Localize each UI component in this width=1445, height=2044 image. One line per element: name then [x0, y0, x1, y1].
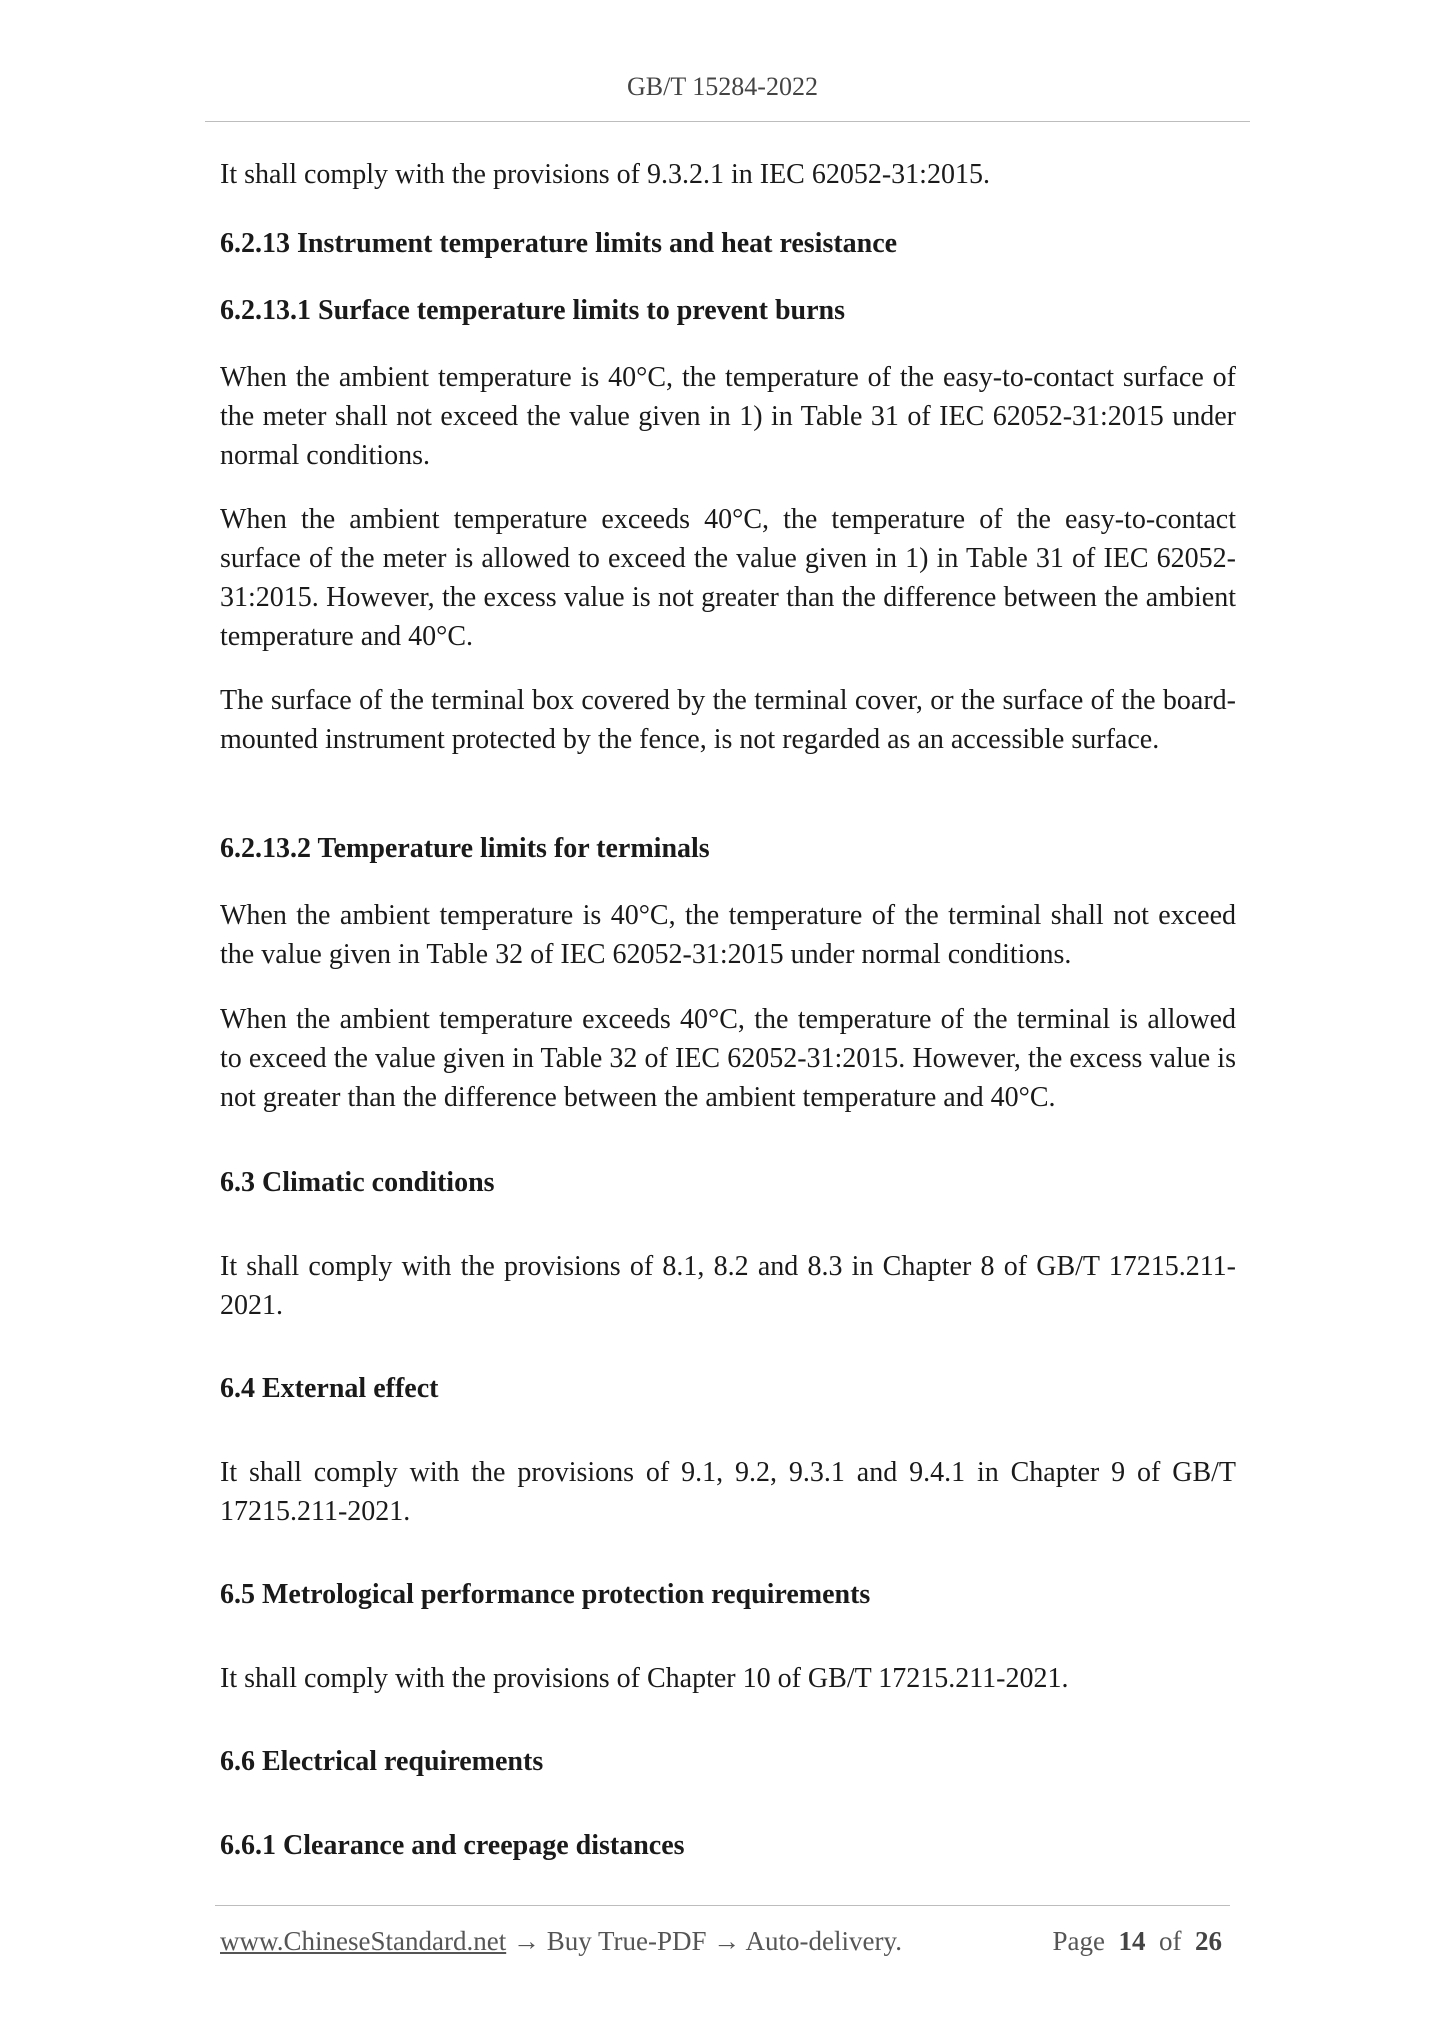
of-label: of — [1159, 1926, 1182, 1956]
paragraph-9-3-2-1-compliance: It shall comply with the provisions of 9.3.2.1 in IEC 62052-31:2015. — [220, 159, 990, 190]
heading-6-6-1: 6.6.1 Clearance and creepage distances — [220, 1830, 685, 1861]
footer-divider — [215, 1905, 1230, 1906]
arrow-right-icon: → — [713, 1926, 741, 1956]
paragraph-surface-limit-normal: When the ambient temperature is 40°C, the temperature of the easy-to-contact surface of the meter shall not exceed the value given in 1) in Table 31 of IEC 62052-31:2015 under normal conditions. — [220, 362, 1236, 471]
paragraph-accessible-surface: The surface of the terminal box covered by the terminal cover, or the surface of the board-mounted instrument protected by the fence, is not regarded as an accessible surface. — [220, 685, 1236, 755]
footer-promo — [220, 1926, 902, 1957]
site-link[interactable]: www.ChineseStandard.net — [220, 1926, 507, 1956]
page-indicator — [1053, 1926, 1222, 1957]
heading-6-2-13-1: 6.2.13.1 Surface temperature limits to prevent burns — [220, 295, 845, 326]
total-pages: 26 — [1195, 1926, 1222, 1956]
heading-6-3: 6.3 Climatic conditions — [220, 1167, 495, 1198]
page-label: Page — [1052, 1926, 1105, 1956]
auto-delivery-text: Auto-delivery. — [745, 1926, 902, 1956]
buy-pdf-text: Buy True-PDF — [546, 1926, 707, 1956]
paragraph-climatic-compliance: It shall comply with the provisions of 8.1, 8.2 and 8.3 in Chapter 8 of GB/T 17215.211-2021. — [220, 1251, 1236, 1321]
header-divider — [205, 121, 1250, 122]
paragraph-terminal-limit-exceeds: When the ambient temperature exceeds 40°C, the temperature of the terminal is allowed to exceed the value given in Table 32 of IEC 62052-31:2015. However, the excess value is not greater than the difference between the ambient temperature and 40°C. — [220, 1004, 1236, 1113]
running-header: GB/T 15284-2022 — [627, 72, 818, 101]
heading-6-5: 6.5 Metrological performance protection requirements — [220, 1579, 871, 1610]
arrow-right-icon: → — [512, 1926, 540, 1956]
heading-6-6: 6.6 Electrical requirements — [220, 1746, 544, 1777]
heading-6-2-13: 6.2.13 Instrument temperature limits and heat resistance — [220, 228, 898, 259]
paragraph-metrological-compliance: It shall comply with the provisions of Chapter 10 of GB/T 17215.211-2021. — [220, 1663, 1069, 1694]
paragraph-surface-limit-exceeds: When the ambient temperature exceeds 40°C, the temperature of the easy-to-contact surface of the meter is allowed to exceed the value given in 1) in Table 31 of IEC 62052-31:2015. However, the excess value is not greater than the difference between the ambient temperature and 40°C. — [220, 504, 1236, 652]
page-footer — [220, 1926, 1230, 1962]
page-number: 14 — [1118, 1926, 1146, 1956]
heading-6-2-13-2: 6.2.13.2 Temperature limits for terminals — [220, 833, 710, 864]
paragraph-external-effect-compliance: It shall comply with the provisions of 9.1, 9.2, 9.3.1 and 9.4.1 in Chapter 9 of GB/T 17215.211-2021. — [220, 1457, 1236, 1527]
heading-6-4: 6.4 External effect — [220, 1373, 439, 1404]
paragraph-terminal-limit-normal: When the ambient temperature is 40°C, the temperature of the terminal shall not exceed the value given in Table 32 of IEC 62052-31:2015 under normal conditions. — [220, 900, 1236, 970]
